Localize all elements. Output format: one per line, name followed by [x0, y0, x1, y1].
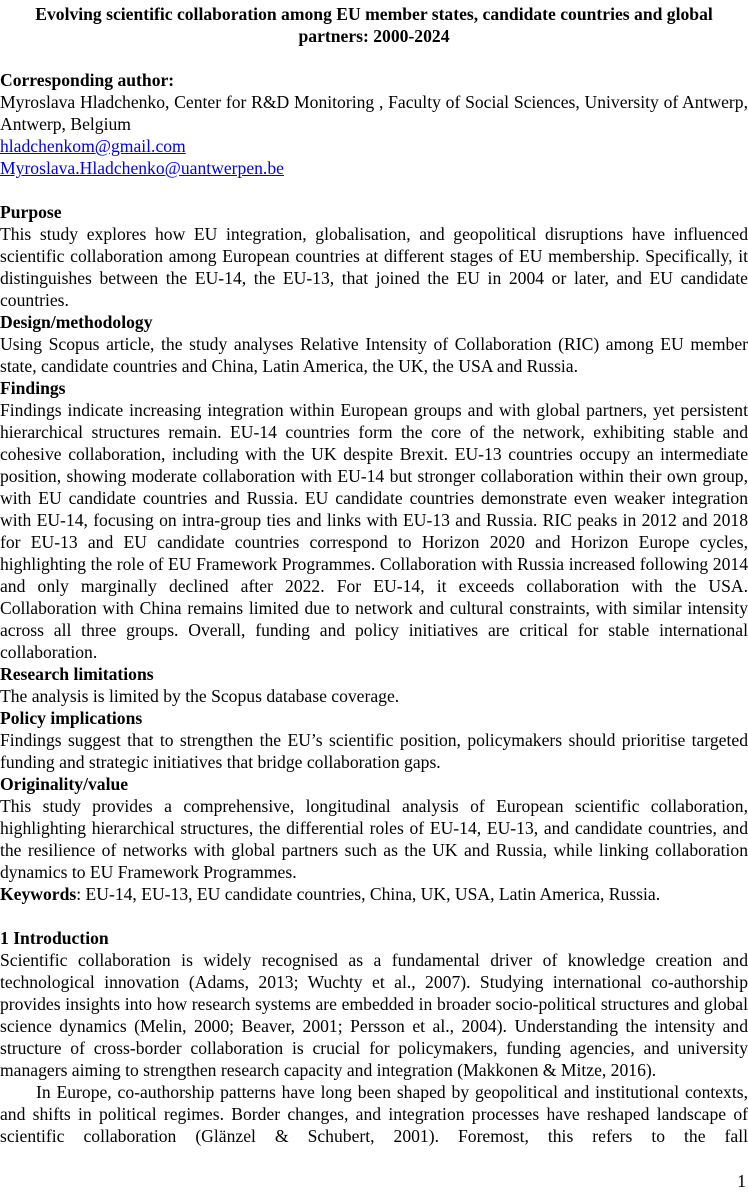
limitations-heading: Research limitations: [0, 664, 154, 684]
corresponding-author-heading: Corresponding author:: [0, 70, 175, 90]
introduction-paragraph-2: In Europe, co-authorship patterns have long been shaped by geopolitical and institutional contexts, and shifts in political regimes. Border changes, and integration processes have reshaped landscape of scientific collaboration (Glänzel & Schubert, 2001). Foremost, this refers to the fall: [0, 1082, 748, 1146]
email-link-uantwerpen[interactable]: Myroslava.Hladchenko@uantwerpen.be: [0, 158, 284, 178]
keywords-text: : EU-14, EU-13, EU candidate countries, China, UK, USA, Latin America, Russia.: [76, 884, 661, 904]
abstract-findings: [0, 377, 748, 663]
design-text: Using Scopus article, the study analyses Relative Intensity of Collaboration (RIC) among EU member state, candidate countries and China, Latin America, the UK, the USA and Russia.: [0, 334, 748, 376]
introduction-heading: 1 Introduction: [0, 928, 109, 948]
policy-heading: Policy implications: [0, 708, 143, 728]
author-affiliation: Myroslava Hladchenko, Center for R&D Monitoring , Faculty of Social Sciences, University of Antwerp, Antwerp, Belgium: [0, 92, 748, 134]
paper-title: Evolving scientific collaboration among EU member states, candidate countries and global partners: 2000-2024: [35, 4, 713, 46]
abstract-design: [0, 311, 748, 377]
corresponding-author-section: [0, 69, 748, 179]
introduction-paragraph-1: Scientific collaboration is widely recognised as a fundamental driver of knowledge creation and technological innovation (Adams, 2013; Wuchty et al., 2007). Studying international co-authorship provides insights into how research systems are embedded in broader socio-political structures and global science dynamics (Melin, 2000; Beaver, 2001; Persson et al., 2004). Understanding the intensity and structure of cross-border collaboration is crucial for policymakers, funding agencies, and university managers aiming to strengthen research capacity and integration (Makkonen & Mitze, 2016).: [0, 950, 748, 1080]
findings-heading: Findings: [0, 378, 66, 398]
purpose-heading: Purpose: [0, 202, 62, 222]
policy-text: Findings suggest that to strengthen the EU’s scientific position, policymakers should prioritise targeted funding and strategic initiatives that bridge collaboration gaps.: [0, 730, 748, 772]
findings-text: Findings indicate increasing integration within European groups and with global partners, yet persistent hierarchical structures remain. EU-14 countries form the core of the network, exhibiting stable and cohesive collaboration, including with the UK despite Brexit. EU-13 countries occupy an intermediate position, showing moderate collaboration with EU-14 but stronger collaboration within their own group, with EU candidate countries and Russia. EU candidate countries demonstrate even weaker integration with EU-14, focusing on intra-group ties and links with EU-13 and Russia. RIC peaks in 2012 and 2018 for EU-13 and EU candidate countries correspond to Horizon 2020 and Horizon Europe cycles, highlighting the role of EU Framework Programmes. Collaboration with Russia increased following 2014 and only marginally declined after 2022. For EU-14, it exceeds collaboration with the USA. Collaboration with China remains limited due to network and cultural constraints, with similar intensity across all three groups. Overall, funding and policy initiatives are critical for stable international collaboration.: [0, 400, 748, 662]
keywords-line: [0, 883, 748, 905]
abstract-limitations: [0, 663, 748, 707]
introduction-section: [0, 927, 748, 1147]
originality-text: This study provides a comprehensive, longitudinal analysis of European scientific collaboration, highlighting hierarchical structures, the differential roles of EU-14, EU-13, and candidate countries, and the resilience of networks with global partners such as the UK and Russia, while linking collaboration dynamics to EU Framework Programmes.: [0, 796, 748, 882]
page-number: 1: [737, 1171, 746, 1191]
spacer: [0, 47, 748, 69]
design-heading: Design/methodology: [0, 312, 153, 332]
keywords-label: Keywords: [0, 884, 77, 904]
email-link-gmail[interactable]: hladchenkom@gmail.com: [0, 136, 186, 156]
spacer: [0, 179, 748, 201]
limitations-text: The analysis is limited by the Scopus database coverage.: [0, 686, 400, 706]
spacer: [0, 905, 748, 927]
abstract-originality: [0, 773, 748, 883]
abstract-purpose: [0, 201, 748, 311]
purpose-text: This study explores how EU integration, globalisation, and geopolitical disruptions have influenced scientific collaboration among European countries at different stages of EU membership. Specifically, it distinguishes between the EU-14, the EU-13, that joined the EU in 2004 or later, and EU candidate countries.: [0, 224, 748, 310]
originality-heading: Originality/value: [0, 774, 129, 794]
abstract-policy: [0, 707, 748, 773]
